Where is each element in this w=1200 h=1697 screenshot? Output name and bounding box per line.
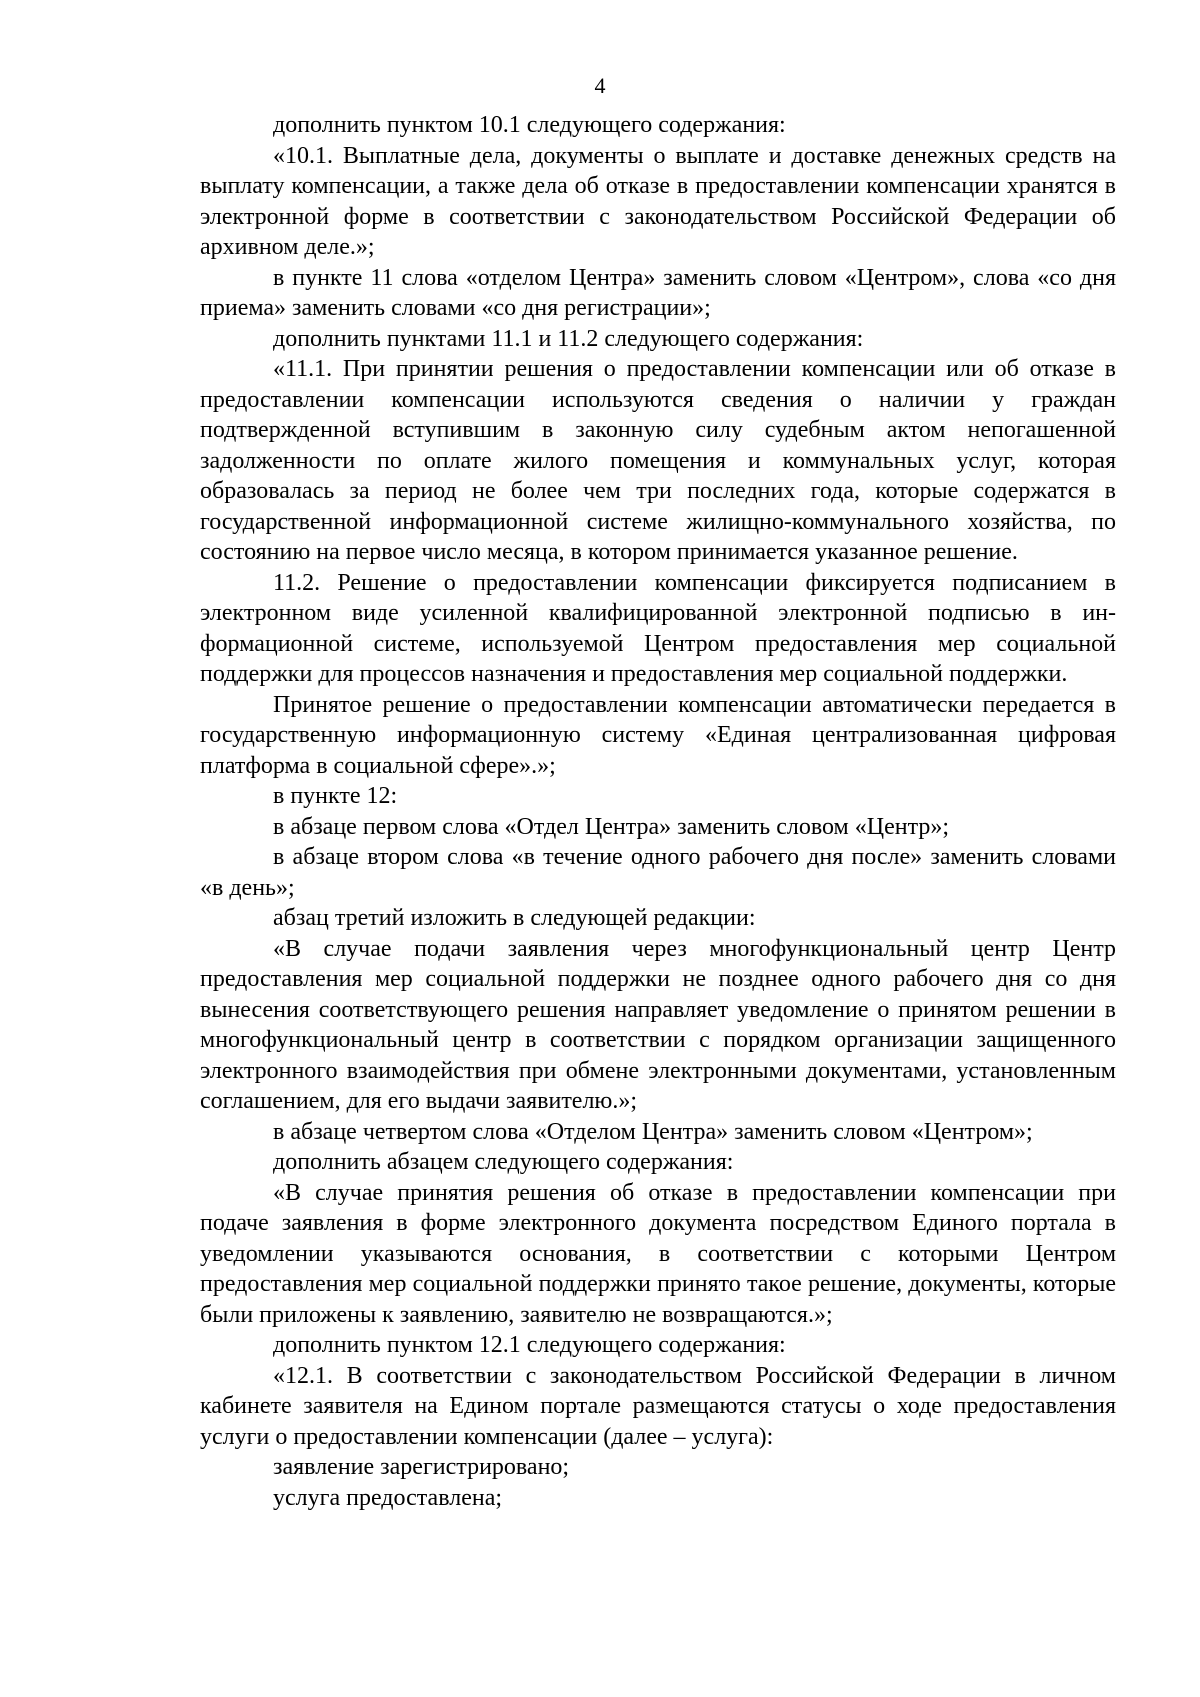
paragraph: дополнить пунктами 11.1 и 11.2 следующего содержания:	[273, 325, 864, 352]
paragraph: «10.1. Выплатные дела, документы о выплате и доставке денежных средств на выплату компенсации, а также дела об отказе в предоставлении компенсации хранятся в электронной форме в соответствии с законодательством Российской Федерации об архивном деле.»;	[200, 142, 1116, 260]
paragraph: дополнить пунктом 10.1 следующего содержания:	[273, 112, 786, 138]
paragraph: услуга предоставлена;	[273, 1484, 503, 1511]
paragraph: в пункте 12:	[273, 783, 398, 809]
paragraph: дополнить пунктом 12.1 следующего содержания:	[273, 1332, 786, 1358]
page-number: 4	[594, 73, 606, 98]
paragraph: абзац третий изложить в следующей редакции:	[273, 905, 756, 931]
paragraph: «12.1. В соответствии с законодательством Российской Федерации в личном кабинете заявителя на Едином портале размещаются статусы о ходе предоставления услуги о предоставлении компенсации (далее – услуга):	[200, 1362, 1116, 1450]
paragraph: «В случае принятия решения об отказе в предоставлении компенсации при подаче заявления в форме электронного документа посредством Единого портала в уведомлении указываются основания, в соответствии с которыми Центром предоставления мер социальной поддержки принято такое решение, документы, которые были приложены к заявлению, заявителю не возвращаются.»;	[200, 1179, 1116, 1328]
paragraph: в пункте 11 слова «отделом Центра» заменить словом «Центром», слова «со дня приема» заменить словами «со дня регистрации»;	[200, 264, 1116, 321]
document-body	[200, 110, 1116, 1513]
paragraph: заявление зарегистрировано;	[273, 1454, 570, 1480]
paragraph: дополнить абзацем следующего содержания:	[273, 1149, 734, 1175]
paragraph: Принятое решение о предоставлении компенсации автоматически передается в государственную информационную систему «Единая централизованная цифровая платформа в социальной сфере».»;	[200, 691, 1116, 779]
paragraph: в абзаце втором слова «в течение одного рабочего дня после» заменить словами «в день»;	[200, 844, 1116, 901]
paragraph: в абзаце четвертом слова «Отделом Центра» заменить словом «Центром»;	[273, 1118, 1033, 1145]
paragraph: в абзаце первом слова «Отдел Центра» заменить словом «Центр»;	[273, 813, 950, 840]
paragraph: 11.2. Решение о предоставлении компенсации фиксируется подписанием в электронном виде усиленной квалифицированной электронной подписью в информационной системе, используемой Центром предоставления мер социальной поддержки для процессов назначения и предоставления мер социальной поддержки.	[200, 569, 1116, 687]
paragraph: «11.1. При принятии решения о предоставлении компенсации или об отказе в предоставлении компенсации используются сведения о наличии у граждан подтвержденной вступившим в законную силу судебным актом непогашенной задолженности по оплате жилого помещения и коммунальных услуг, которая образовалась за период не более чем три последних года, которые содержатся в государственной информационной системе жилищно-коммунального хозяйства, по состоянию на первое число месяца, в котором принимается указанное решение.	[200, 356, 1116, 565]
paragraph: «В случае подачи заявления через многофункциональный центр Центр предоставления мер социальной поддержки не позднее одного рабочего дня со дня вынесения соответствующего решения направляет уведомление о принятом решении в многофункциональный центр в соответствии с порядком организации защищенного электронного взаимодействия при обмене электронными документами, установленным соглашением, для его выдачи заявителю.»;	[200, 935, 1116, 1114]
